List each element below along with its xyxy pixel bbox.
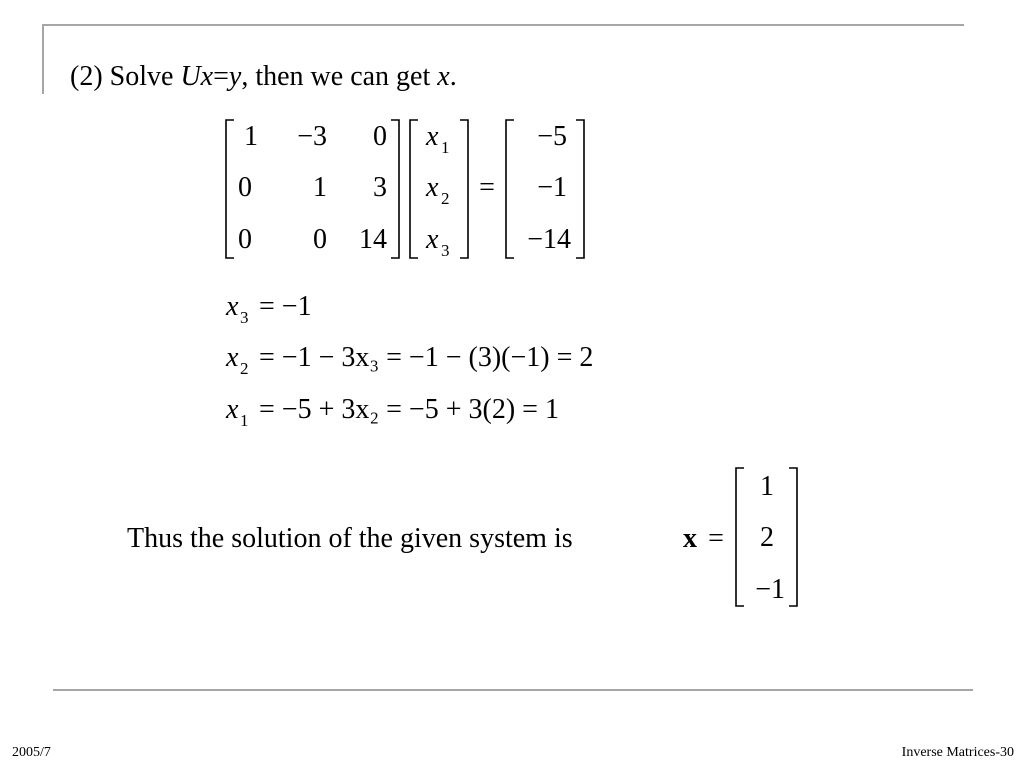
step-2-var: x <box>226 342 239 373</box>
matrix-U-cell-2-1: 0 <box>238 172 252 203</box>
step-1-sub: 3 <box>240 308 249 327</box>
matrix-U-cell-1-2: −3 <box>297 121 327 152</box>
solution-equals-sign: = <box>708 523 724 554</box>
matrix-U-cell-2-3: 3 <box>373 172 387 203</box>
matrix-U-cell-3-3: 14 <box>359 224 387 255</box>
vector-y-entry-3: −14 <box>527 224 571 255</box>
vector-x-sub-1: 1 <box>441 138 450 157</box>
title-mid: , then we can get <box>241 61 438 92</box>
system-equals-sign: = <box>479 172 495 203</box>
matrix-U-cell-1-1: 1 <box>244 121 258 152</box>
vector-y-left-bracket <box>506 120 514 258</box>
matrix-U-cell-3-2: 0 <box>313 224 327 255</box>
step-1-rhs: = −1 <box>259 291 312 322</box>
vector-x-right-bracket <box>460 120 468 258</box>
step-2-sub: 2 <box>240 359 249 378</box>
title-var-x2: x <box>437 61 450 92</box>
footer-date: 2005/7 <box>12 745 51 760</box>
vector-x-entry-2: x <box>426 172 439 203</box>
step-1-var: x <box>226 291 239 322</box>
frame-bottom-rule <box>53 689 973 691</box>
solution-entry-3: −1 <box>755 574 785 605</box>
title-var-U: U <box>180 61 201 92</box>
vector-y-entry-1: −5 <box>537 121 567 152</box>
vector-x-left-bracket <box>410 120 418 258</box>
step-3-sub: 1 <box>240 411 249 430</box>
matrix-U-cell-1-3: 0 <box>373 121 387 152</box>
vector-x-sub-3: 3 <box>441 241 450 260</box>
solution-right-bracket <box>789 468 797 606</box>
footer-page-label: Inverse Matrices-30 <box>901 745 1014 760</box>
vector-x-sub-2: 2 <box>441 189 450 208</box>
matrix-U-left-bracket <box>226 120 234 258</box>
title-var-y: y <box>228 61 242 92</box>
vector-x-entry-3: x <box>426 224 439 255</box>
vector-x-entry-1: x <box>426 121 439 152</box>
solution-var-x: x <box>683 523 697 554</box>
matrix-U-right-bracket <box>391 120 399 258</box>
step-2-rhs: = −1 − 3x₃ = −1 − (3)(−1) = 2 <box>259 342 594 373</box>
vector-y-right-bracket <box>576 120 584 258</box>
solution-entry-2: 2 <box>760 522 774 553</box>
step-3-var: x <box>226 394 239 425</box>
matrix-U-cell-3-1: 0 <box>238 224 252 255</box>
matrix-U-cell-2-2: 1 <box>313 172 327 203</box>
solution-statement: Thus the solution of the given system is <box>127 523 573 554</box>
solution-entry-1: 1 <box>760 471 774 502</box>
solution-left-bracket <box>736 468 744 606</box>
title-end: . <box>449 61 457 92</box>
vector-y-entry-2: −1 <box>537 172 567 203</box>
title-prefix: (2) Solve <box>70 61 181 92</box>
title-equals: = <box>213 61 229 92</box>
title-var-x: x <box>200 61 214 92</box>
step-3-rhs: = −5 + 3x₂ = −5 + 3(2) = 1 <box>259 394 559 425</box>
